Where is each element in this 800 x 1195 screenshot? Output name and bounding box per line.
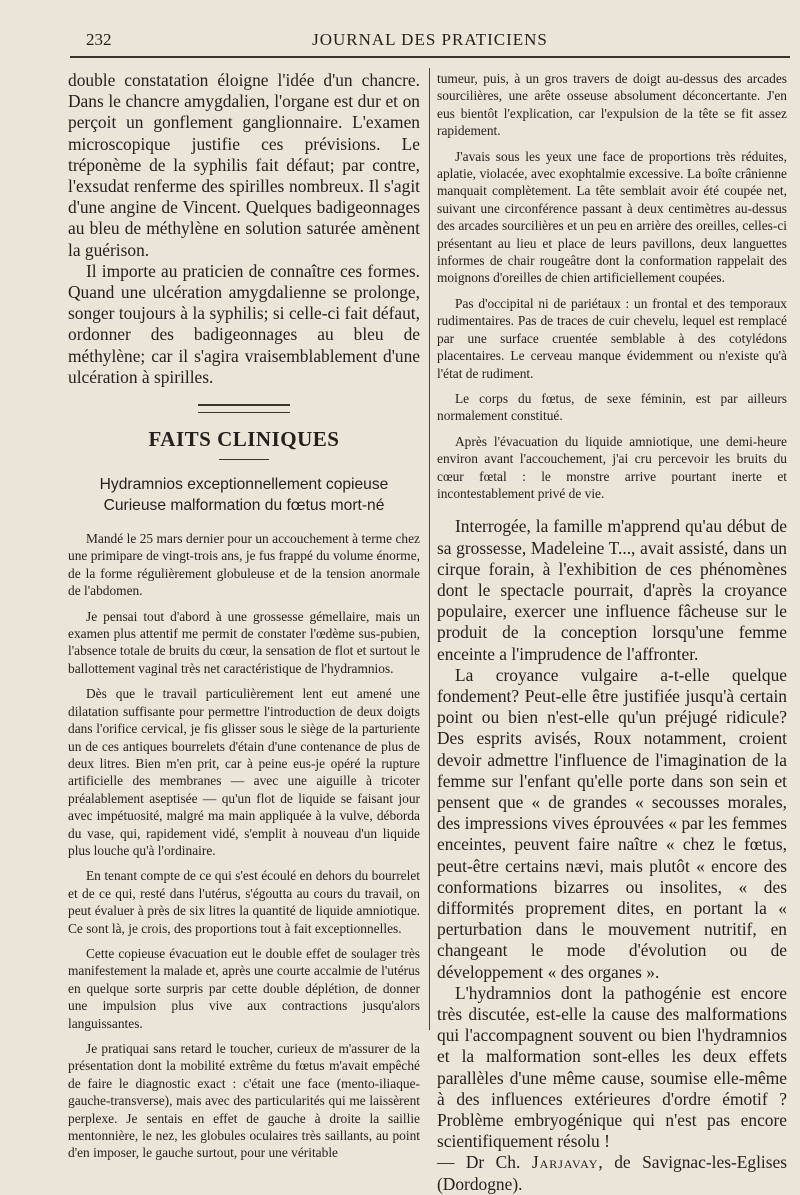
- spacer: [437, 382, 787, 390]
- section-ornament: [198, 404, 290, 413]
- intro-paragraph: Il importe au praticien de connaître ces formes. Quand une ulcération amygdalienne se prolonge, songer toujours à la syphilis; si celle-ci fait défaut, ordonner des badigeonnages au bleu de méthylène; car il s'agira vraisemblablement d'une ulcération à spirilles.: [68, 260, 420, 387]
- spacer: [437, 140, 787, 148]
- commentary-paragraph: Interrogée, la famille m'apprend qu'au début de sa grossesse, Madeleine T..., avait assisté, dans un cirque forain, à l'exhibition de ces phénomènes dont le spectacle pourrait, d'après la croyance populaire, exercer une influence fâcheuse sur le produit de la conception lorsqu'une femme enceinte a l'imprudence de l'affronter.: [437, 516, 787, 664]
- spacer: [68, 516, 420, 530]
- case-paragraph: Le corps du fœtus, de sexe féminin, est par ailleurs normalement constitué.: [437, 390, 787, 424]
- spacer: [68, 600, 420, 608]
- case-paragraph: Je pensai tout d'abord à une grossesse gémellaire, mais un examen plus attentif me permit de constater l'œdème sus-pubien, l'absence totale de bruits du cœur, la sensation de flot et surtout le ballottement vaginal très net caractéristique de l'hydramnios.: [68, 608, 420, 676]
- spacer: [68, 677, 420, 685]
- spacer: [68, 937, 420, 945]
- signature-place: , de Savignac-les-Eglises (Dordogne).: [437, 1152, 787, 1194]
- spacer: [437, 425, 787, 433]
- spacer: [437, 287, 787, 295]
- section-title: FAITS CLINIQUES: [148, 427, 340, 452]
- case-paragraph: J'avais sous les yeux une face de proportions très réduites, aplatie, violacée, avec exophtalmie excessive. La boîte crânienne manquait complètement. La tête semblait avoir été coupée net, suivant une circonférence passant à deux centimètres au-dessus des arcades sourcilières et un peu en arrière des oreilles, celles-ci présentant au lieu et place de leurs pavillons, deux languettes informes de chair rougeâtre dont la conformation rappelait des moignons d'oreilles de chien artificiellement coupées.: [437, 148, 787, 286]
- intro-paragraph: double constatation éloigne l'idée d'un chancre. Dans le chancre amygdalien, l'organe est dur et on perçoit un gonflement ganglionnaire. L'examen microscopique justifie ces prévisions. Le tréponème de la syphilis fait défaut; par contre, l'exsudat renferme des spirilles nombreux. Il s'agit d'une angine de Vincent. Quelques badigeonnages au bleu de méthylène en solution saturée amènent la guérison.: [68, 70, 420, 260]
- author-signature: [437, 1152, 787, 1194]
- case-paragraph: Je pratiquai sans retard le toucher, curieux de m'assurer de la présentation dont la mobilité extrême du fœtus m'avait empêché de faire le diagnostic exact : c'était une face (mento-iliaque-gauche-transverse), mais avec des particularités qui me laissèrent perplexe. Je sentais en effet de gauche à droite la saillie mentonnière, le nez, les globules oculaires très saillants, au point d'en imposer, le gauche surtout, pour une véritable: [68, 1041, 420, 1161]
- case-paragraph: Mandé le 25 mars dernier pour un accouchement à terme chez une primipare de vingt-trois ans, je fus frappé du volume énorme, de la forme régulièrement globuleuse et de la tension anormale de l'abdomen.: [68, 531, 420, 599]
- article-title: Hydramnios exceptionnellement copieuse: [99, 476, 389, 494]
- spacer: [68, 859, 420, 867]
- page-number: 232: [86, 30, 112, 49]
- author-name: Jarjavay: [531, 1152, 599, 1173]
- case-paragraph-continued: tumeur, puis, à un gros travers de doigt au-dessus des arcades sourcilières, une arête osseuse absolument déconcertante. J'en eus bientôt l'explication, car l'expulsion de la tête se fit assez rapidement.: [437, 71, 787, 139]
- column-divider: [429, 68, 430, 1030]
- spacer: [437, 502, 787, 516]
- journal-title: JOURNAL DES PRATICIENS: [312, 30, 548, 49]
- article-subtitle: Curieuse malformation du fœtus mort-né: [103, 497, 385, 515]
- case-paragraph: En tenant compte de ce qui s'est écoulé en dehors du bourrelet et de ce qui, resté dans l'utérus, s'égoutta au cours du travail, on peut évaluer à près de six litres la quantité de liquide amniotique. Ce sont là, je crois, des proportions tout à fait exceptionnelles.: [68, 868, 420, 936]
- section-rule: [219, 459, 269, 460]
- commentary-paragraph: L'hydramnios dont la pathogénie est encore très discutée, est-elle la cause des malformations qui l'accompagnent souvent ou bien l'hydramnios et la malformation sont-elles les deux effets parallèles d'une même cause, soumise elle-même à des influences extérieures d'ordre émotif ? Problème embryogénique qui n'est pas encore scientifiquement résolu !: [437, 982, 787, 1152]
- page-header: [70, 30, 790, 58]
- left-column: [68, 70, 420, 1162]
- signature-prefix: — Dr Ch.: [437, 1152, 521, 1173]
- case-paragraph: Dès que le travail particulièrement lent eut amené une dilatation suffisante pour permettre l'introduction de deux doigts dans l'orifice cervical, je fis glisser sous le siège de la parturiente un de ces antiques bourrelets d'étain d'une contenance de plus de deux litres. Bien m'en prit, car à peine eus-je opéré la rupture artificielle des membranes — avec une aiguille à tricoter préalablement aseptisée — qu'un flot de liquide se faisant jour avec impétuosité, malgré ma main appliquée à la vulve, déborda du vase, qui, rapidement vidé, s'emplit à nouveau d'un liquide plus louche qu'à l'ordinaire.: [68, 686, 420, 858]
- case-paragraph: Après l'évacuation du liquide amniotique, une demi-heure environ avant l'accouchement, j'ai cru percevoir les bruits du cœur fœtal : le monstre arrive pourtant inerte et incontestablement privé de vie.: [437, 433, 787, 501]
- case-paragraph: Cette copieuse évacuation eut le double effet de soulager très manifestement la malade et, après une courte accalmie de l'utérus en quelque sorte surpris par cette double déplétion, de donner une impulsion plus vive aux contractions jusqu'alors languissantes.: [68, 945, 420, 1031]
- right-column: [437, 70, 787, 1195]
- commentary-paragraph: La croyance vulgaire a-t-elle quelque fondement? Peut-elle être justifiée jusqu'à certain point ou bien n'est-elle qu'un préjugé ridicule? Des esprits avisés, Roux notamment, croient devoir admettre l'influence de l'imagination de la femme sur l'enfant qu'elle porte dans son sein et pensent que « de grandes « secousses morales, des impressions vives éprouvées « par les femmes enceintes, peuvent faire naître « chez le fœtus, peut-être certains nævi, mais plutôt « encore des conformations bizarres ou insolites, « des difformités proprement dites, en portant la « perturbation dans le mouvement nutritif, en changeant le mode d'évolution ou de développement « des organes ».: [437, 664, 787, 982]
- case-paragraph: Pas d'occipital ni de pariétaux : un frontal et des temporaux rudimentaires. Pas de traces de cuir chevelu, lequel est remplacé par une surface cruentée semblable à des cotylédons placentaires. Le cerveau manque évidemment ou n'existe qu'à l'état de rudiment.: [437, 295, 787, 381]
